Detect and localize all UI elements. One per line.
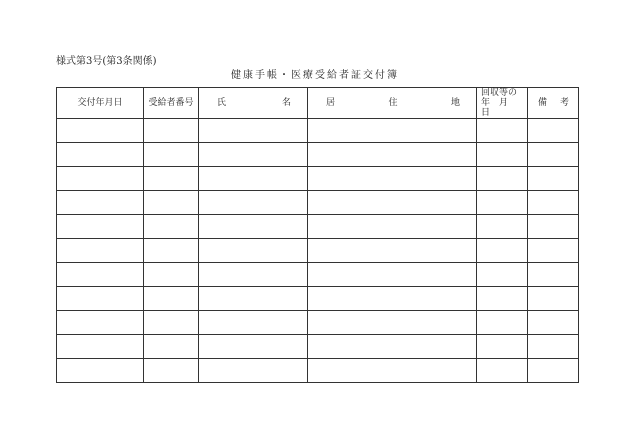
header-remarks xyxy=(528,88,579,119)
issue-date-cell xyxy=(57,167,144,191)
issue-date-cell xyxy=(57,191,144,215)
recovery-date-cell xyxy=(477,143,528,167)
header-issue-date-label: 交付年月日 xyxy=(77,98,123,108)
remarks-cell xyxy=(528,239,579,263)
issue-date-cell xyxy=(57,119,144,143)
header-address xyxy=(308,88,477,119)
address-cell xyxy=(308,359,477,383)
address-cell xyxy=(308,263,477,287)
header-recipient-number-label: 受給者番号 xyxy=(148,98,194,108)
recovery-date-cell xyxy=(477,359,528,383)
remarks-cell xyxy=(528,287,579,311)
address-cell xyxy=(308,119,477,143)
address-cell xyxy=(308,215,477,239)
register-body xyxy=(57,119,579,383)
issue-date-cell xyxy=(57,239,144,263)
header-row xyxy=(57,88,579,119)
header-recovery-line1: 回収等の xyxy=(481,88,518,98)
name-cell xyxy=(199,335,308,359)
issue-date-cell xyxy=(57,335,144,359)
recovery-date-cell xyxy=(477,287,528,311)
address-cell xyxy=(308,335,477,359)
remarks-cell xyxy=(528,359,579,383)
table-row xyxy=(57,143,579,167)
issue-date-cell xyxy=(57,263,144,287)
header-issue-date xyxy=(57,88,144,119)
recipient-number-cell xyxy=(144,311,199,335)
header-name-left: 氏 xyxy=(217,98,227,108)
name-cell xyxy=(199,263,308,287)
header-recovery-date xyxy=(477,88,528,119)
name-cell xyxy=(199,215,308,239)
recipient-number-cell xyxy=(144,167,199,191)
name-cell xyxy=(199,311,308,335)
table-row xyxy=(57,119,579,143)
address-cell xyxy=(308,143,477,167)
recovery-date-cell xyxy=(477,311,528,335)
issue-date-cell xyxy=(57,215,144,239)
table-row xyxy=(57,167,579,191)
name-cell xyxy=(199,119,308,143)
header-recipient-number xyxy=(144,88,199,119)
header-address-right: 地 xyxy=(450,98,460,108)
remarks-cell xyxy=(528,263,579,287)
header-remarks-right: 考 xyxy=(559,98,569,108)
table-row xyxy=(57,287,579,311)
remarks-cell xyxy=(528,215,579,239)
recipient-number-cell xyxy=(144,215,199,239)
document-title: 健康手帳・医療受給者証交付簿 xyxy=(231,70,399,81)
header-recovery-line2: 年 月 日 xyxy=(481,98,518,118)
issue-date-cell xyxy=(57,359,144,383)
header-name xyxy=(199,88,308,119)
remarks-cell xyxy=(528,311,579,335)
remarks-cell xyxy=(528,143,579,167)
remarks-cell xyxy=(528,335,579,359)
header-name-right: 名 xyxy=(281,98,291,108)
name-cell xyxy=(199,359,308,383)
recipient-number-cell xyxy=(144,263,199,287)
remarks-cell xyxy=(528,167,579,191)
recipient-number-cell xyxy=(144,119,199,143)
remarks-cell xyxy=(528,119,579,143)
name-cell xyxy=(199,191,308,215)
recovery-date-cell xyxy=(477,335,528,359)
form-number: 様式第3号(第3条関係) xyxy=(56,56,157,67)
recipient-number-cell xyxy=(144,239,199,263)
table-row xyxy=(57,359,579,383)
name-cell xyxy=(199,239,308,263)
recovery-date-cell xyxy=(477,119,528,143)
issue-date-cell xyxy=(57,287,144,311)
recipient-number-cell xyxy=(144,143,199,167)
remarks-cell xyxy=(528,191,579,215)
recovery-date-cell xyxy=(477,191,528,215)
recovery-date-cell xyxy=(477,167,528,191)
issue-date-cell xyxy=(57,143,144,167)
table-row xyxy=(57,311,579,335)
address-cell xyxy=(308,239,477,263)
recipient-number-cell xyxy=(144,359,199,383)
header-address-mid: 住 xyxy=(388,98,398,108)
table-row xyxy=(57,215,579,239)
address-cell xyxy=(308,287,477,311)
address-cell xyxy=(308,311,477,335)
name-cell xyxy=(199,167,308,191)
register-table xyxy=(56,87,579,383)
table-row xyxy=(57,335,579,359)
recovery-date-cell xyxy=(477,215,528,239)
header-address-left: 居 xyxy=(326,98,336,108)
recovery-date-cell xyxy=(477,263,528,287)
recovery-date-cell xyxy=(477,239,528,263)
recipient-number-cell xyxy=(144,335,199,359)
recipient-number-cell xyxy=(144,191,199,215)
recipient-number-cell xyxy=(144,287,199,311)
issue-date-cell xyxy=(57,311,144,335)
header-remarks-left: 備 xyxy=(538,98,548,108)
name-cell xyxy=(199,143,308,167)
table-row xyxy=(57,239,579,263)
address-cell xyxy=(308,167,477,191)
address-cell xyxy=(308,191,477,215)
name-cell xyxy=(199,287,308,311)
table-row xyxy=(57,263,579,287)
table-row xyxy=(57,191,579,215)
